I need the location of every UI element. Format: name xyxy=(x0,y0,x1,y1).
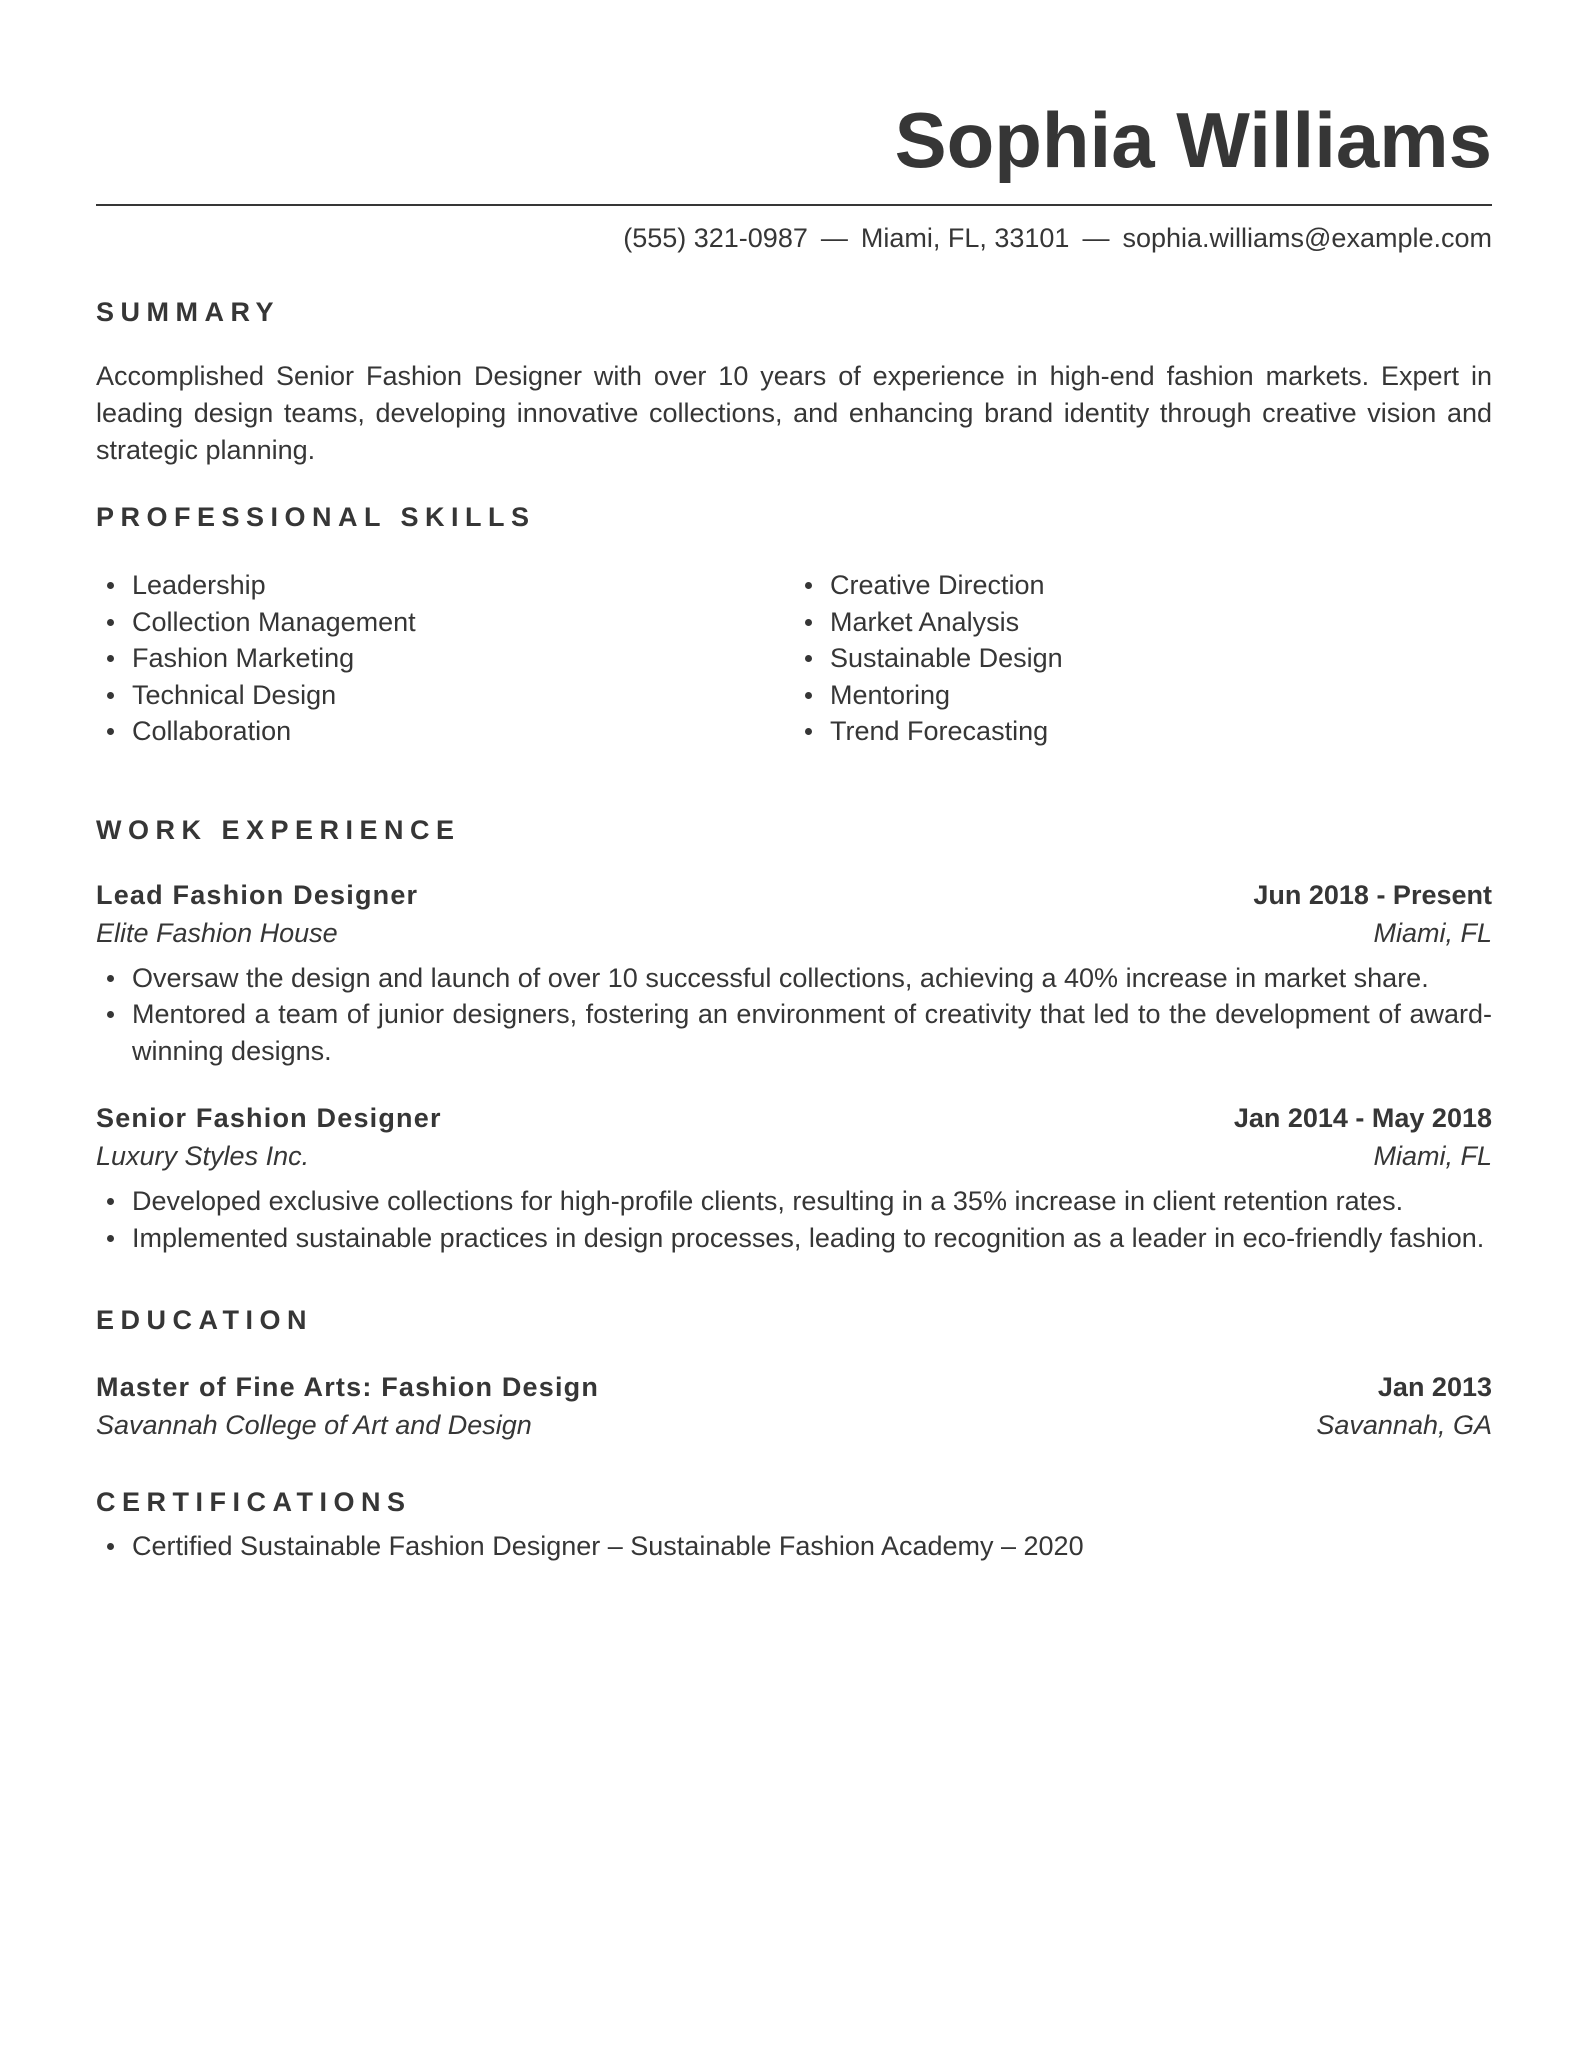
skill-item: Leadership xyxy=(132,567,794,604)
education-heading: EDUCATION xyxy=(96,1305,313,1335)
skill-item: Fashion Marketing xyxy=(132,640,794,677)
job-entry xyxy=(96,876,1492,1070)
skill-item: Mentoring xyxy=(830,677,1492,714)
contact-email[interactable]: sophia.williams@example.com xyxy=(1122,223,1492,253)
certifications-heading: CERTIFICATIONS xyxy=(96,1487,412,1517)
job-bullet: Oversaw the design and launch of over 10 successful collections, achieving a 40% increase in market share. xyxy=(132,960,1492,997)
job-subheader xyxy=(96,914,1492,952)
skill-item: Collaboration xyxy=(132,713,794,750)
education-location: Savannah, GA xyxy=(1316,1410,1492,1440)
job-company: Luxury Styles Inc. xyxy=(96,1141,310,1171)
job-bullets xyxy=(96,960,1492,1070)
job-role: Lead Fashion Designer xyxy=(96,879,419,910)
skill-item: Sustainable Design xyxy=(830,640,1492,677)
education-entry xyxy=(96,1368,1492,1444)
skills-column-right xyxy=(794,567,1492,750)
candidate-name: Sophia Williams xyxy=(894,96,1492,184)
skill-item: Collection Management xyxy=(132,604,794,641)
job-bullet: Implemented sustainable practices in design processes, leading to recognition as a leader in eco-friendly fashion. xyxy=(132,1220,1492,1257)
job-header xyxy=(96,876,1492,914)
contact-line xyxy=(96,220,1492,256)
certifications-list xyxy=(96,1528,1492,1565)
job-role: Senior Fashion Designer xyxy=(96,1103,442,1133)
skill-item: Technical Design xyxy=(132,677,794,714)
job-bullet: Mentored a team of junior designers, fostering an environment of creativity that led to the development of award-winning designs. xyxy=(132,996,1492,1069)
education-school: Savannah College of Art and Design xyxy=(96,1410,532,1440)
header-divider xyxy=(96,204,1492,206)
skills-list xyxy=(96,567,1492,750)
summary-text: Accomplished Senior Fashion Designer with over 10 years of experience in high-end fashion markets. Expert in leading design teams, developing innovative collections, and enhancing brand identity through creative vision and strategic planning. xyxy=(96,361,1492,465)
skills-heading: PROFESSIONAL SKILLS xyxy=(96,502,536,532)
job-header xyxy=(96,1099,1492,1137)
skill-item: Creative Direction xyxy=(830,567,1492,604)
job-dates: Jan 2014 - May 2018 xyxy=(1233,1103,1492,1133)
certification-item: Certified Sustainable Fashion Designer – Sustainable Fashion Academy – 2020 xyxy=(132,1528,1492,1565)
education-date: Jan 2013 xyxy=(1377,1372,1492,1402)
job-entry xyxy=(96,1099,1492,1256)
job-bullet: Developed exclusive collections for high-profile clients, resulting in a 35% increase in client retention rates. xyxy=(132,1183,1492,1220)
summary-heading: SUMMARY xyxy=(96,297,280,327)
job-company: Elite Fashion House xyxy=(96,917,338,948)
contact-separator: — xyxy=(1082,223,1110,253)
skill-item: Trend Forecasting xyxy=(830,713,1492,750)
education-header xyxy=(96,1368,1492,1406)
skill-item: Market Analysis xyxy=(830,604,1492,641)
work-experience-heading: WORK EXPERIENCE xyxy=(96,814,461,845)
skills-column-left xyxy=(96,567,794,750)
job-location: Miami, FL xyxy=(1373,917,1492,948)
contact-phone: (555) 321-0987 xyxy=(623,223,808,253)
job-bullets xyxy=(96,1183,1492,1256)
job-dates: Jun 2018 - Present xyxy=(1253,879,1492,910)
contact-separator: — xyxy=(820,223,848,253)
education-degree: Master of Fine Arts: Fashion Design xyxy=(96,1372,600,1402)
job-subheader xyxy=(96,1137,1492,1175)
education-subheader xyxy=(96,1406,1492,1444)
contact-location: Miami, FL, 33101 xyxy=(860,223,1070,253)
job-location: Miami, FL xyxy=(1373,1141,1492,1171)
